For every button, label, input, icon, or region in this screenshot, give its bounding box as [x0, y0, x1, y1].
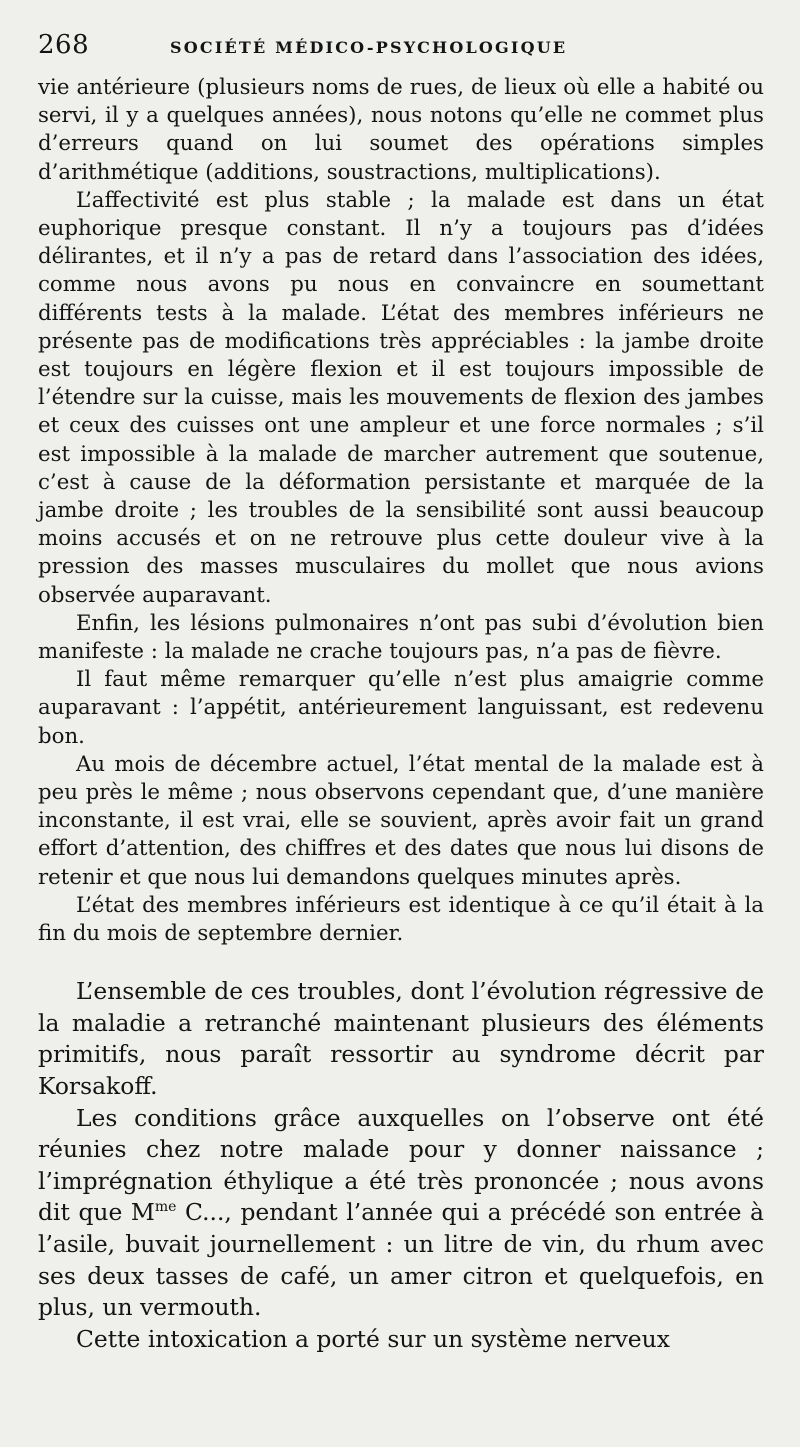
paragraph: vie antérieure (plusieurs noms de rues, de lieux où elle a habité ou servi, il y a quelques années), nous notons qu’elle ne commet plus d’erreurs quand on lui soumet des opérations simples d’arithmétique (additions, soustractions, multiplications).: [38, 75, 764, 185]
paragraph: Enfin, les lésions pulmonaires n’ont pas subi d’évolution bien manifeste : la malade ne crache toujours pas, n’a pas de fièvre.: [38, 610, 764, 665]
page-number: 268: [38, 30, 90, 60]
paragraph: L’ensemble de ces troubles, dont l’évolution régressive de la maladie a retranché maintenant plusieurs des éléments primitifs, nous paraît ressortir au syndrome décrit par Korsakoff.: [38, 977, 764, 1101]
paragraph: L’état des membres inférieurs est identique à ce qu’il était à la fin du mois de septembre dernier.: [38, 892, 764, 947]
paragraph: Au mois de décembre actuel, l’état mental de la malade est à peu près le même ; nous observons cependant que, d’une manière inconstante, il est vrai, elle se souvient, après avoir fait un grand effort d’attention, des chiffres et des dates que nous lui disons de retenir et que nous lui demandons quelques minutes après.: [38, 751, 764, 890]
paragraph: Cette intoxication a porté sur un système nerveux: [76, 1324, 670, 1353]
page-header: [38, 30, 764, 64]
paragraph: Il faut même remarquer qu’elle n’est plus amaigrie comme auparavant : l’appétit, antérieurement languissant, est redevenu bon.: [38, 667, 764, 749]
section-gap: [38, 948, 764, 976]
superscript: me: [154, 1199, 177, 1216]
paragraph-text: C..., pendant l’année qui a précédé son entrée à l’asile, buvait journellement : un litre de vin, du rhum avec ses deux tasses de café, un amer citron et quelquefois, en plus, un vermouth.: [38, 1198, 764, 1322]
paragraph: L’affectivité est plus stable ; la malade est dans un état euphorique presque constant. Il n’y a toujours pas d’idées délirantes, et il n’y a pas de retard dans l’association des idées, comme nous avons pu nous en convaincre en soumettant différents tests à la malade. L’état des membres inférieurs ne présente pas de modifications très appréciables : la jambe droite est toujours en légère flexion et il est toujours impossible de l’étendre sur la cuisse, mais les mouvements de flexion des jambes et ceux des cuisses ont une ampleur et une force normales ; s’il est impossible à la malade de marcher autrement que soutenue, c’est à cause de la déformation persistante et marquée de la jambe droite ; les troubles de la sensibilité sont aussi beaucoup moins accusés et on ne retrouve plus cette douleur vive à la pression des masses musculaires du mollet que nous avions observée auparavant.: [38, 187, 764, 608]
running-head: SOCIÉTÉ MÉDICO-PSYCHOLOGIQUE: [170, 38, 568, 57]
paragraph-text: Les conditions grâce auxquelles on l’observe ont été réunies chez notre malade pour y donner naissance ; l’imprégnation éthylique a été très prononcée ; nous avons dit que M: [38, 1103, 764, 1227]
body-text: [38, 74, 764, 1355]
paragraph: [38, 1103, 764, 1324]
